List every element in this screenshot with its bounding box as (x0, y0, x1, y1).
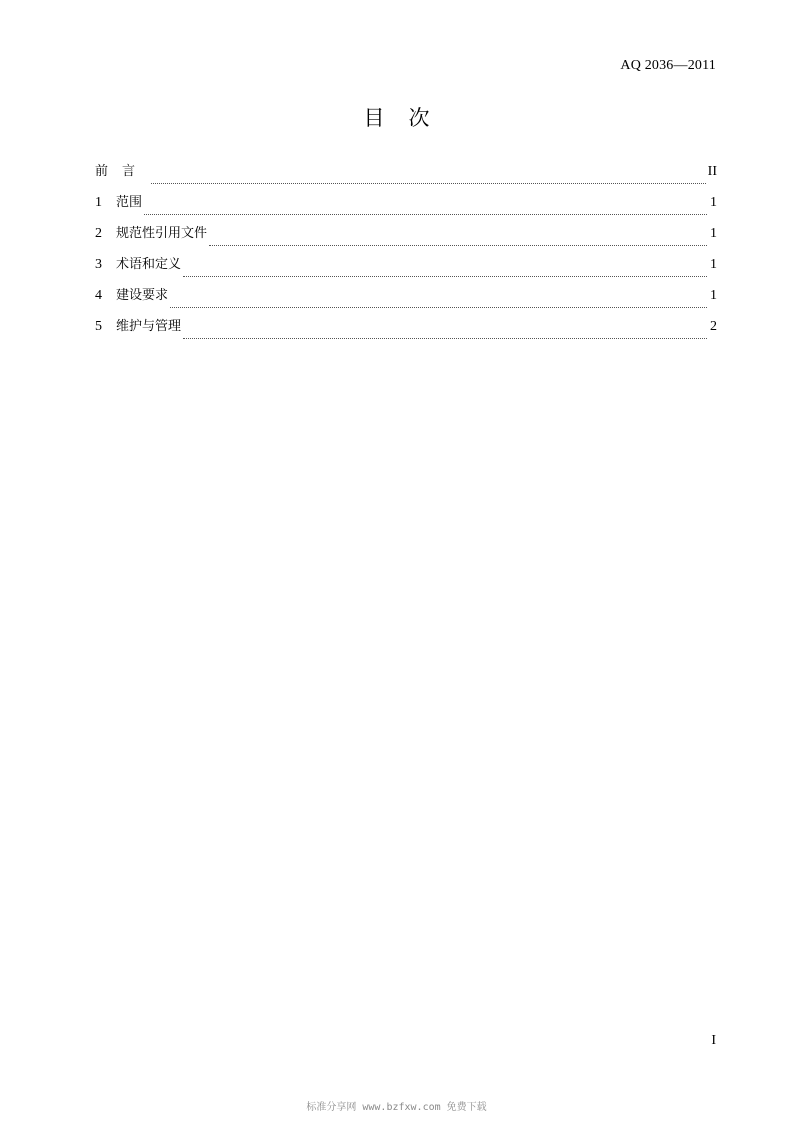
toc-entry-construction-requirements[interactable] (95, 286, 717, 317)
toc-leader-dots (170, 306, 707, 308)
toc-entry-number: 5 (95, 319, 102, 334)
toc-entry-foreword[interactable] (95, 162, 717, 193)
toc-leader-dots (151, 182, 706, 184)
toc-entry-number: 2 (95, 226, 102, 241)
toc-entry-label: 范围 (116, 195, 143, 210)
toc-leader-dots (183, 275, 707, 277)
toc-entry-page: 1 (710, 195, 717, 210)
toc-entry-scope[interactable] (95, 193, 717, 224)
toc-entry-normative-references[interactable] (95, 224, 717, 255)
toc-entry-page: 2 (710, 319, 717, 334)
page-number: I (711, 1033, 716, 1048)
toc-entry-page: 1 (710, 226, 717, 241)
toc-entry-terms-definitions[interactable] (95, 255, 717, 286)
watermark: 标准分享网 www.bzfxw.com 免费下载 (306, 1102, 487, 1113)
toc-entry-number: 4 (95, 288, 102, 303)
page-title: 目次 (363, 106, 454, 130)
toc-entry-label: 建设要求 (116, 288, 169, 303)
toc-entry-label: 规范性引用文件 (116, 226, 208, 241)
toc-entry-label: 前言 (95, 164, 150, 179)
toc-entry-label: 维护与管理 (116, 319, 182, 334)
table-of-contents (95, 162, 717, 348)
toc-leader-dots (183, 337, 707, 339)
toc-entry-number: 1 (95, 195, 102, 210)
toc-entry-page: II (707, 164, 717, 179)
toc-entry-maintenance-management[interactable] (95, 317, 717, 348)
document-code: AQ 2036—2011 (620, 58, 716, 73)
toc-entry-number: 3 (95, 257, 102, 272)
toc-leader-dots (209, 244, 707, 246)
toc-leader-dots (144, 213, 707, 215)
toc-entry-page: 1 (710, 288, 717, 303)
toc-entry-label: 术语和定义 (116, 257, 182, 272)
toc-entry-page: 1 (710, 257, 717, 272)
